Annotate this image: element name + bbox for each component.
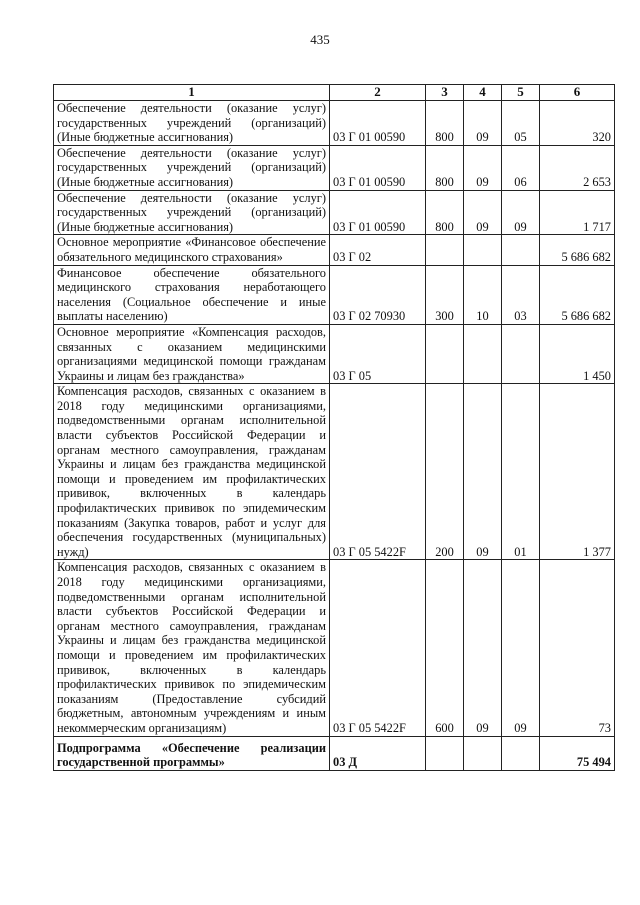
subsection: 09: [502, 560, 540, 736]
subsection: [502, 324, 540, 383]
table-row: [54, 190, 615, 235]
expense-type: [426, 736, 464, 770]
target-code: 03 Г 02: [330, 235, 426, 265]
subsection: 01: [502, 384, 540, 560]
section: 09: [464, 101, 502, 146]
target-code: 03 Г 05 5422F: [330, 560, 426, 736]
expense-type: 800: [426, 101, 464, 146]
expense-type: 600: [426, 560, 464, 736]
section: 09: [464, 560, 502, 736]
expense-type: 300: [426, 265, 464, 324]
amount: 1 717: [540, 190, 615, 235]
table-row: [54, 384, 615, 560]
subsection: 03: [502, 265, 540, 324]
expense-type: 800: [426, 145, 464, 190]
section: 09: [464, 190, 502, 235]
page-number: 435: [310, 32, 330, 47]
amount: 75 494: [540, 736, 615, 770]
amount: 5 686 682: [540, 235, 615, 265]
subsection: [502, 235, 540, 265]
item-name: Основное мероприятие «Финансовое обеспечение обязательного медицинского страхования»: [54, 235, 330, 265]
item-name: Компенсация расходов, связанных с оказанием в 2018 году медицинскими организациями, подведомственными органам исполнительной власти субъектов Российской Федерации и органам местного самоуправления, гражданам Украины и лицам без гражданства медицинской помощи и проведением им профилактических прививок, включенных в календарь профилактических прививок по эпидемическим показаниям (Предоставление субсидий бюджетным, автономным учреждениям и иным некоммерческим организациям): [54, 560, 330, 736]
target-code: 03 Г 01 00590: [330, 190, 426, 235]
item-name: Подпрограмма «Обеспечение реализации государственной программы»: [54, 736, 330, 770]
section: [464, 324, 502, 383]
section: [464, 736, 502, 770]
table-row-subprogram: [54, 736, 615, 770]
item-name: Компенсация расходов, связанных с оказанием в 2018 году медицинскими организациями, подведомственными органам исполнительной власти субъектов Российской Федерации и органам местного самоуправления, гражданам Украины и лицам без гражданства медицинской помощи и проведением им профилактических прививок, включенных в календарь профилактических прививок по эпидемическим показаниям (Закупка товаров, работ и услуг для обеспечения государственных (муниципальных) нужд): [54, 384, 330, 560]
amount: 5 686 682: [540, 265, 615, 324]
amount: 1 377: [540, 384, 615, 560]
target-code: 03 Г 01 00590: [330, 145, 426, 190]
item-name: Обеспечение деятельности (оказание услуг) государственных учреждений (организаций) (Иные бюджетные ассигнования): [54, 190, 330, 235]
subsection: 09: [502, 190, 540, 235]
table-row: [54, 145, 615, 190]
header-col-3: 3: [426, 85, 464, 101]
expense-type: 800: [426, 190, 464, 235]
table-row: [54, 265, 615, 324]
section: 09: [464, 384, 502, 560]
table-row: [54, 560, 615, 736]
item-name: Финансовое обеспечение обязательного медицинского страхования неработающего населения (Социальное обеспечение и иные выплаты населению): [54, 265, 330, 324]
expense-type: [426, 235, 464, 265]
target-code: 03 Г 01 00590: [330, 101, 426, 146]
item-name: Обеспечение деятельности (оказание услуг) государственных учреждений (организаций) (Иные бюджетные ассигнования): [54, 101, 330, 146]
expense-type: 200: [426, 384, 464, 560]
target-code: 03 Д: [330, 736, 426, 770]
subsection: 05: [502, 101, 540, 146]
amount: 320: [540, 101, 615, 146]
subsection: [502, 736, 540, 770]
item-name: Основное мероприятие «Компенсация расходов, связанных с оказанием медицинскими организациями медицинской помощи гражданам Украины и лицам без гражданства»: [54, 324, 330, 383]
budget-table: [53, 84, 615, 771]
item-name: Обеспечение деятельности (оказание услуг) государственных учреждений (организаций) (Иные бюджетные ассигнования): [54, 145, 330, 190]
target-code: 03 Г 02 70930: [330, 265, 426, 324]
header-col-5: 5: [502, 85, 540, 101]
header-col-2: 2: [330, 85, 426, 101]
header-col-6: 6: [540, 85, 615, 101]
table-row: [54, 101, 615, 146]
header-col-1: 1: [54, 85, 330, 101]
subsection: 06: [502, 145, 540, 190]
section: 10: [464, 265, 502, 324]
section: 09: [464, 145, 502, 190]
expense-type: [426, 324, 464, 383]
amount: 2 653: [540, 145, 615, 190]
amount: 73: [540, 560, 615, 736]
header-col-4: 4: [464, 85, 502, 101]
table-row: [54, 235, 615, 265]
table-row: [54, 324, 615, 383]
target-code: 03 Г 05 5422F: [330, 384, 426, 560]
section: [464, 235, 502, 265]
table-header-row: [54, 85, 615, 101]
target-code: 03 Г 05: [330, 324, 426, 383]
amount: 1 450: [540, 324, 615, 383]
